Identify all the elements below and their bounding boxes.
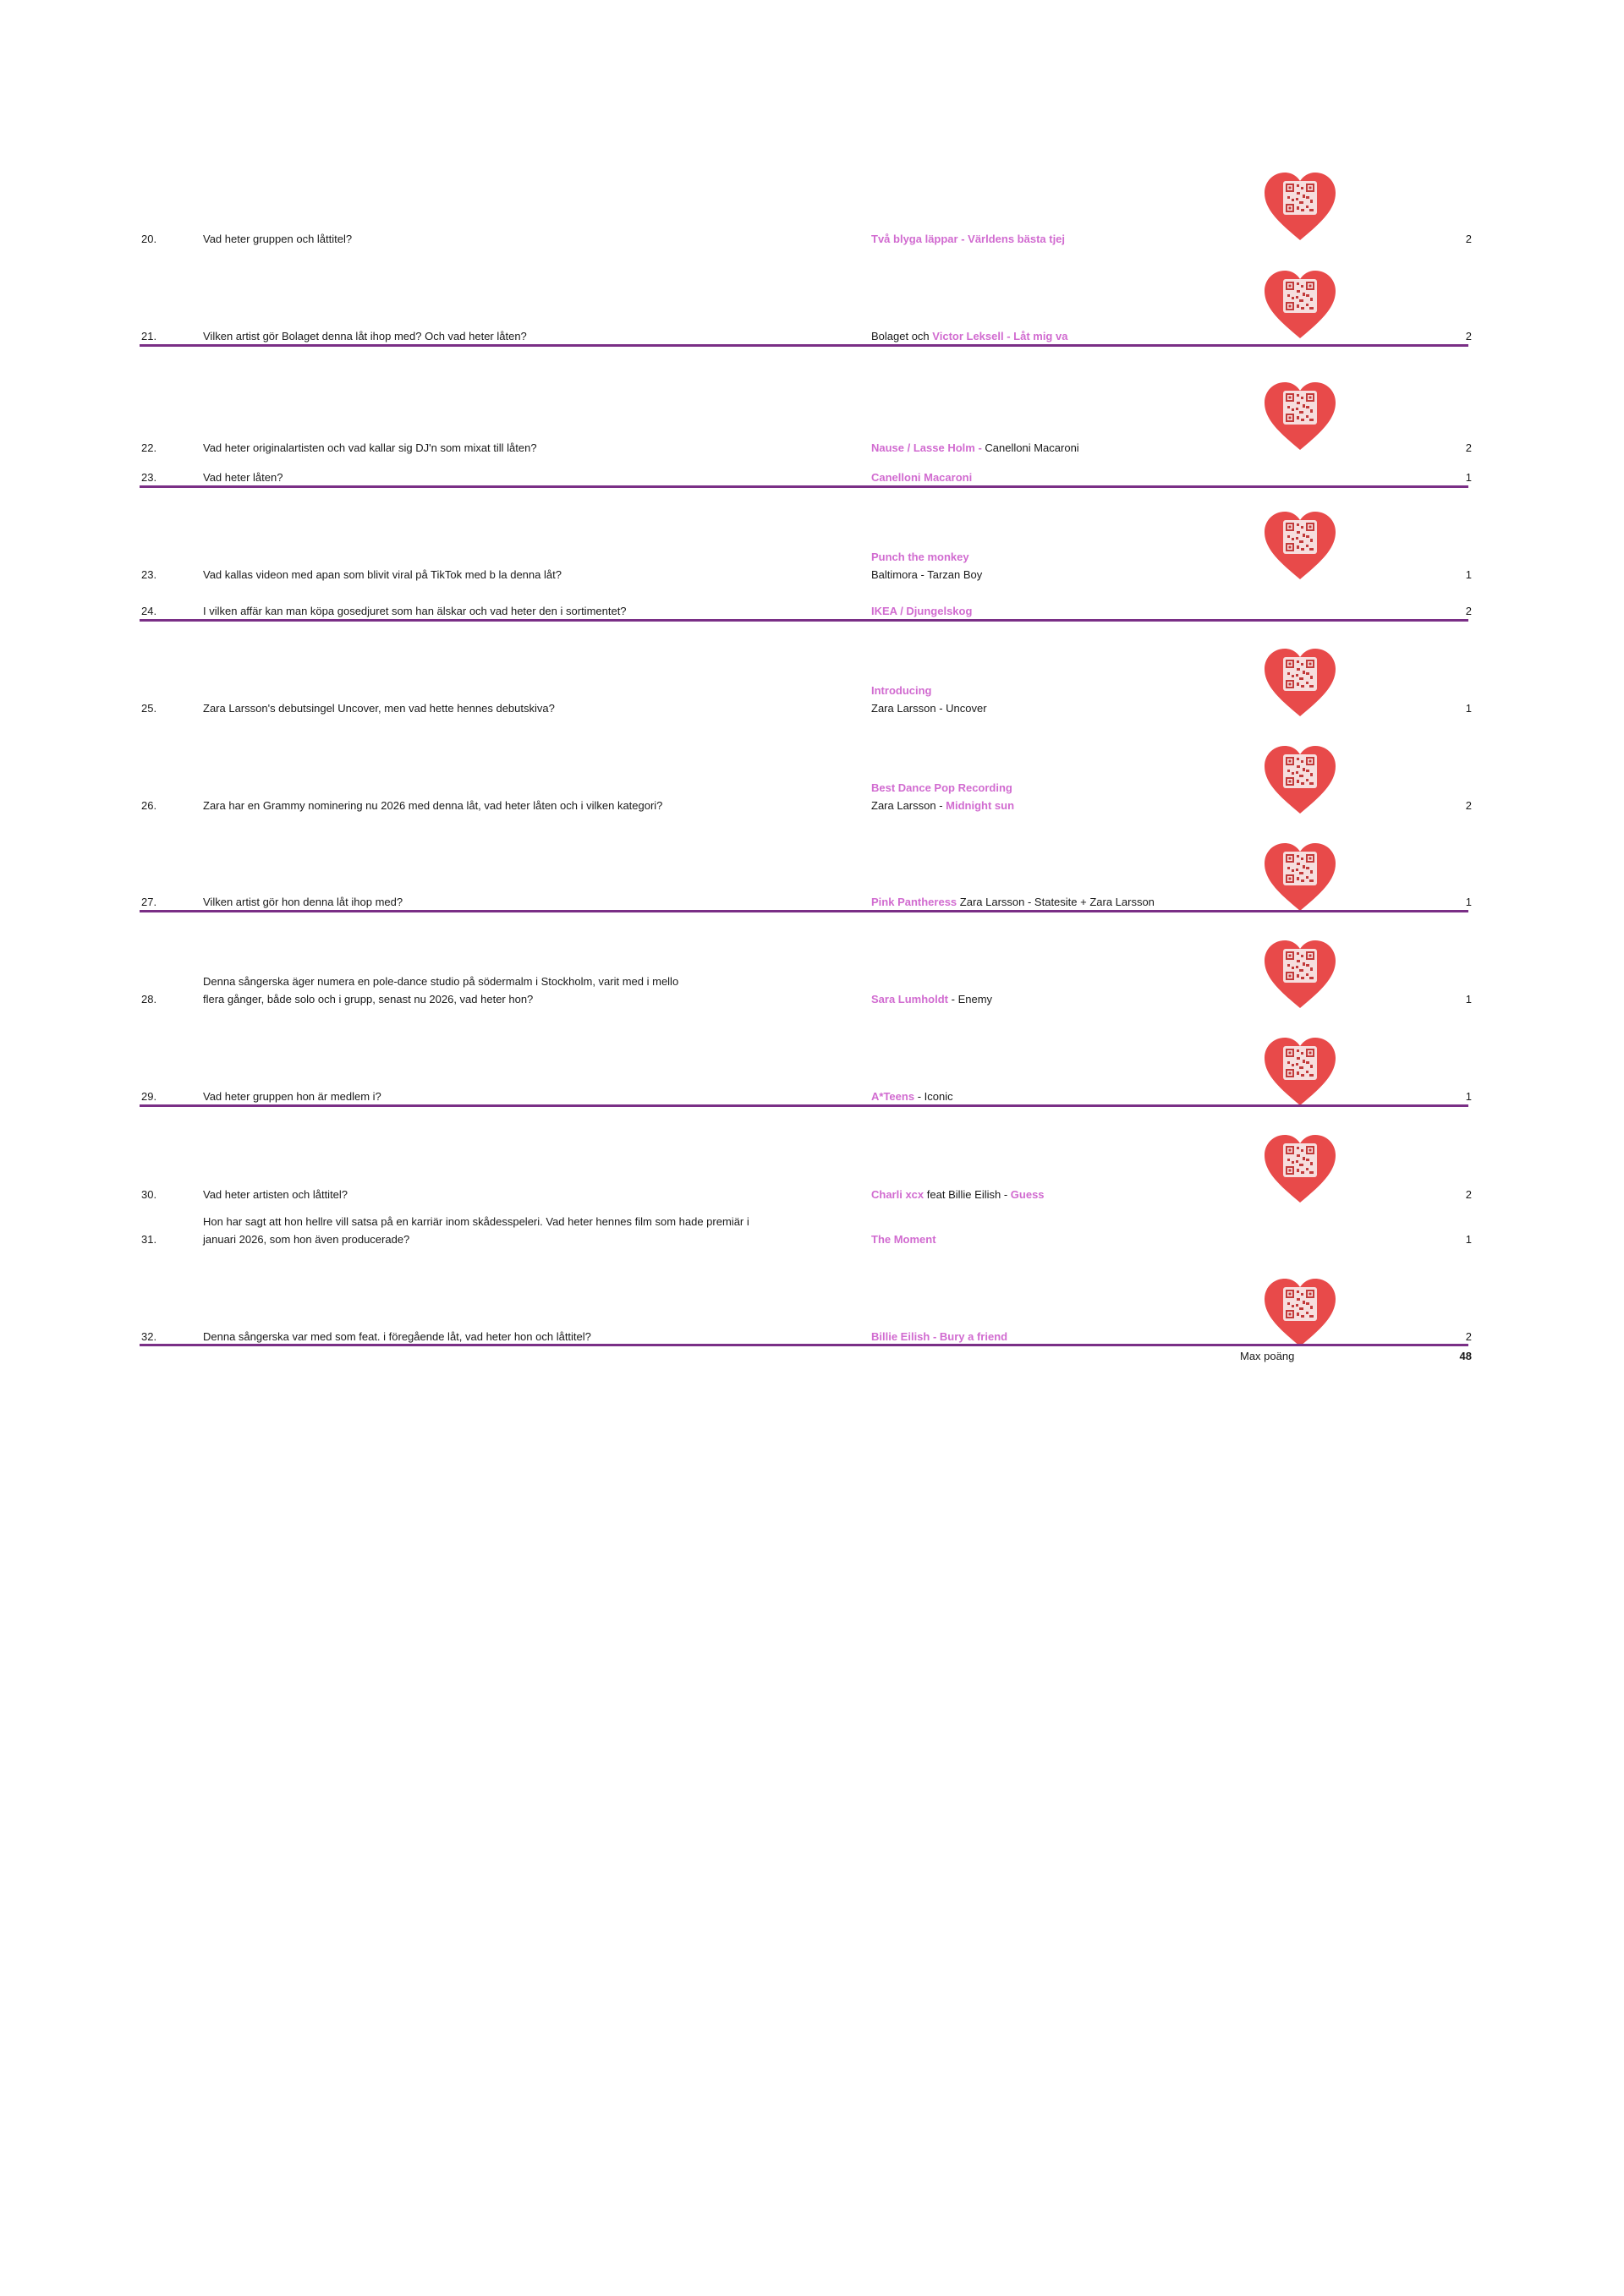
answer-line	[871, 1089, 953, 1104]
answer-highlight: Billie Eilish - Bury a friend	[871, 1330, 1008, 1343]
heart-qr-icon[interactable]	[1263, 381, 1337, 452]
row-divider	[140, 344, 1468, 347]
total-value: 48	[1459, 1350, 1472, 1362]
question-text: Denna sångerska var med som feat. i föregående låt, vad heter hon och låttitel?	[203, 1330, 591, 1343]
answer-highlight: Nause / Lasse Holm -	[871, 441, 982, 454]
answer-highlight: Introducing	[871, 684, 932, 697]
points-value: 1	[1465, 471, 1472, 484]
answer-highlight: IKEA / Djungelskog	[871, 605, 973, 617]
heart-qr-icon[interactable]	[1263, 1277, 1337, 1348]
question-text: Vad heter artisten och låttitel?	[203, 1188, 348, 1201]
answer-highlight: Best Dance Pop Recording	[871, 781, 1012, 794]
question-number: 25.	[141, 702, 157, 715]
question-number: 29.	[141, 1090, 157, 1103]
question-text: Vad heter gruppen hon är medlem i?	[203, 1090, 381, 1103]
question-number: 26.	[141, 799, 157, 812]
answer-line	[871, 992, 992, 1007]
question-number: 23.	[141, 471, 157, 484]
answer-line	[871, 329, 1067, 344]
question-text: Zara har en Grammy nominering nu 2026 med denna låt, vad heter låten och i vilken kategori?	[203, 799, 663, 812]
answer-line	[871, 1187, 1045, 1203]
points-value: 2	[1465, 605, 1472, 617]
answer-text: Bolaget och	[871, 330, 930, 342]
total-label: Max poäng	[1240, 1350, 1295, 1362]
points-value: 2	[1465, 233, 1472, 245]
question-text: Vilken artist gör hon denna låt ihop med?	[203, 896, 403, 908]
heart-qr-icon[interactable]	[1263, 939, 1337, 1010]
question-number: 27.	[141, 896, 157, 908]
heart-qr-icon[interactable]	[1263, 1036, 1337, 1107]
question-text: januari 2026, som hon även producerade?	[203, 1233, 410, 1246]
question-number: 30.	[141, 1188, 157, 1201]
question-text: Zara Larsson's debutsingel Uncover, men vad hette hennes debutskiva?	[203, 702, 555, 715]
points-value: 1	[1465, 568, 1472, 581]
heart-qr-icon[interactable]	[1263, 841, 1337, 912]
heart-qr-icon[interactable]	[1263, 171, 1337, 242]
points-value: 2	[1465, 1188, 1472, 1201]
points-value: 1	[1465, 993, 1472, 1006]
answer-line	[871, 798, 1014, 814]
answer-highlight: Sara Lumholdt	[871, 993, 949, 1006]
points-value: 1	[1465, 702, 1472, 715]
question-text: Vilken artist gör Bolaget denna låt ihop med? Och vad heter låten?	[203, 330, 527, 342]
answer-highlight: Charli xcx	[871, 1188, 924, 1201]
points-value: 2	[1465, 330, 1472, 342]
points-value: 2	[1465, 1330, 1472, 1343]
answer-highlight: Två blyga läppar - Världens bästa tjej	[871, 233, 1066, 245]
answer-text: Baltimora - Tarzan Boy	[871, 568, 983, 581]
heart-qr-icon[interactable]	[1263, 647, 1337, 718]
heart-qr-icon[interactable]	[1263, 1133, 1337, 1204]
row-divider	[140, 910, 1468, 912]
question-number: 31.	[141, 1233, 157, 1246]
answer-highlight: Punch the monkey	[871, 551, 969, 563]
answer-highlight: Pink Pantheress	[871, 896, 957, 908]
question-text: Vad heter låten?	[203, 471, 283, 484]
row-divider	[140, 485, 1468, 488]
question-number: 23.	[141, 568, 157, 581]
question-text: Vad heter gruppen och låttitel?	[203, 233, 353, 245]
answer-text: Zara Larsson - Uncover	[871, 702, 987, 715]
question-number: 20.	[141, 233, 157, 245]
heart-qr-icon[interactable]	[1263, 744, 1337, 815]
question-number: 22.	[141, 441, 157, 454]
answer-text: - Enemy	[951, 993, 993, 1006]
answer-highlight: Guess	[1010, 1188, 1045, 1201]
answer-highlight: Midnight sun	[946, 799, 1015, 812]
points-value: 1	[1465, 1233, 1472, 1246]
question-text: flera gånger, både solo och i grupp, senast nu 2026, vad heter hon?	[203, 993, 534, 1006]
answer-text: Canelloni Macaroni	[985, 441, 1079, 454]
question-text: Vad heter originalartisten och vad kallar sig DJ'n som mixat till låten?	[203, 441, 537, 454]
question-number: 32.	[141, 1330, 157, 1343]
question-text: Hon har sagt att hon hellre vill satsa på en karriär inom skådesspeleri. Vad heter hennes film som hade premiär i	[203, 1215, 749, 1228]
heart-qr-icon[interactable]	[1263, 510, 1337, 581]
question-number: 21.	[141, 330, 157, 342]
answer-highlight: Victor Leksell - Låt mig va	[932, 330, 1068, 342]
question-text: I vilken affär kan man köpa gosedjuret som han älskar och vad heter den i sortimentet?	[203, 605, 627, 617]
points-value: 2	[1465, 799, 1472, 812]
answer-line	[871, 441, 1079, 456]
question-text: Vad kallas videon med apan som blivit viral på TikTok med b la denna låt?	[203, 568, 562, 581]
row-divider	[140, 1104, 1468, 1107]
heart-qr-icon[interactable]	[1263, 269, 1337, 340]
answer-highlight: Canelloni Macaroni	[871, 471, 973, 484]
question-text: Denna sångerska äger numera en pole-dance studio på södermalm i Stockholm, varit med i mello	[203, 975, 679, 988]
row-divider	[140, 1344, 1468, 1346]
answer-highlight: The Moment	[871, 1233, 936, 1246]
row-divider	[140, 619, 1468, 622]
points-value: 1	[1465, 896, 1472, 908]
points-value: 2	[1465, 441, 1472, 454]
answer-highlight: A*Teens	[871, 1090, 915, 1103]
answer-text: Zara Larsson - Statesite + Zara Larsson	[959, 896, 1155, 908]
answer-text: Zara Larsson -	[871, 799, 943, 812]
question-number: 28.	[141, 993, 157, 1006]
question-number: 24.	[141, 605, 157, 617]
answer-line	[871, 895, 1155, 910]
answer-text: feat Billie Eilish -	[926, 1188, 1008, 1201]
answer-text: - Iconic	[917, 1090, 953, 1103]
points-value: 1	[1465, 1090, 1472, 1103]
